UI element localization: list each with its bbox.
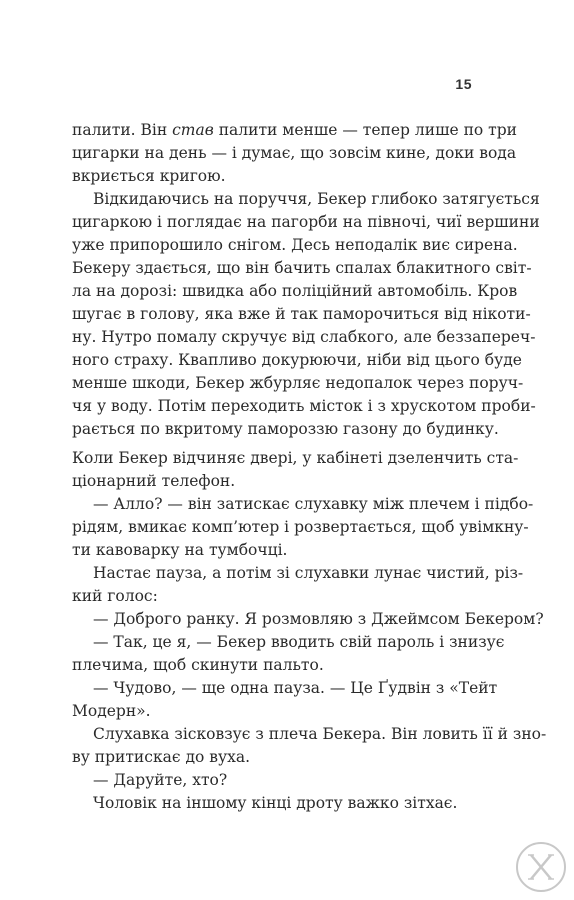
text-line: ти кавоварку на тумбочці. — [72, 541, 288, 559]
text-line: ну. Нутро помалу скручує від слабкого, але беззапереч- — [72, 328, 536, 346]
section-2 — [72, 447, 547, 815]
text-line: Коли Бекер відчиняє двері, у кабінеті дзеленчить ста- — [72, 449, 519, 467]
text-line: ву притискає до вуха. — [72, 748, 251, 766]
page-number: 15 — [455, 76, 472, 92]
text-line: палити. Він став палити менше — тепер лише по три — [72, 121, 517, 139]
text-line: — Так, це я, — Бекер вводить свій пароль і знизує — [93, 633, 505, 651]
text-line: шугає в голову, яка вже й так паморочиться від нікоти- — [72, 305, 531, 323]
text-line: рається по вкритому памороззю газону до будинку. — [72, 420, 499, 438]
text-line: рідям, вмикає комп’ютер і розвертається, щоб увімкну- — [72, 518, 529, 536]
text-line: вкриється кригою. — [72, 167, 226, 185]
text-line: цигаркою і поглядає на пагорби на півночі, чиї вершини — [72, 213, 540, 231]
text-line: Слухавка зісковзує з плеча Бекера. Він ловить її й зно- — [93, 725, 547, 743]
text-line: плечима, щоб скинути пальто. — [72, 656, 324, 674]
text-line: ла на дорозі: швидка або поліційний автомобіль. Кров — [72, 282, 518, 300]
text-line: — Доброго ранку. Я розмовляю з Джеймсом Бекером? — [93, 610, 544, 628]
text-line: Настає пауза, а потім зі слухавки лунає чистий, різ- — [93, 564, 524, 582]
text-line: Чоловік на іншому кінці дроту важко зітхає. — [93, 794, 458, 812]
emphasis: став — [172, 121, 214, 139]
x-logo-icon — [514, 840, 568, 894]
text-line: менше шкоди, Бекер жбурляє недопалок через поруч- — [72, 374, 524, 392]
text-line: Бекеру здається, що він бачить спалах блакитного світ- — [72, 259, 532, 277]
text-line: ціонарний телефон. — [72, 472, 236, 490]
section-1 — [72, 119, 540, 441]
text-line: Відкидаючись на поруччя, Бекер глибоко затягується — [93, 190, 540, 208]
text-line: кий голос: — [72, 587, 158, 605]
text-line: чя у воду. Потім переходить місток і з хрускотом проби- — [72, 397, 536, 415]
text-line: — Алло? — він затискає слухавку між плечем і підбо- — [93, 495, 534, 513]
text-line: цигарки на день — і думає, що зовсім кине, доки вода — [72, 144, 517, 162]
text-line: — Чудово, — ще одна пауза. — Це Ґудвін з «Тейт — [93, 679, 498, 697]
text-line: Модерн». — [72, 702, 151, 720]
text-line: — Даруйте, хто? — [93, 771, 228, 789]
text-line: ного страху. Квапливо докурюючи, ніби від цього буде — [72, 351, 522, 369]
text-line: уже припорошило снігом. Десь неподалік виє сирена. — [72, 236, 518, 254]
